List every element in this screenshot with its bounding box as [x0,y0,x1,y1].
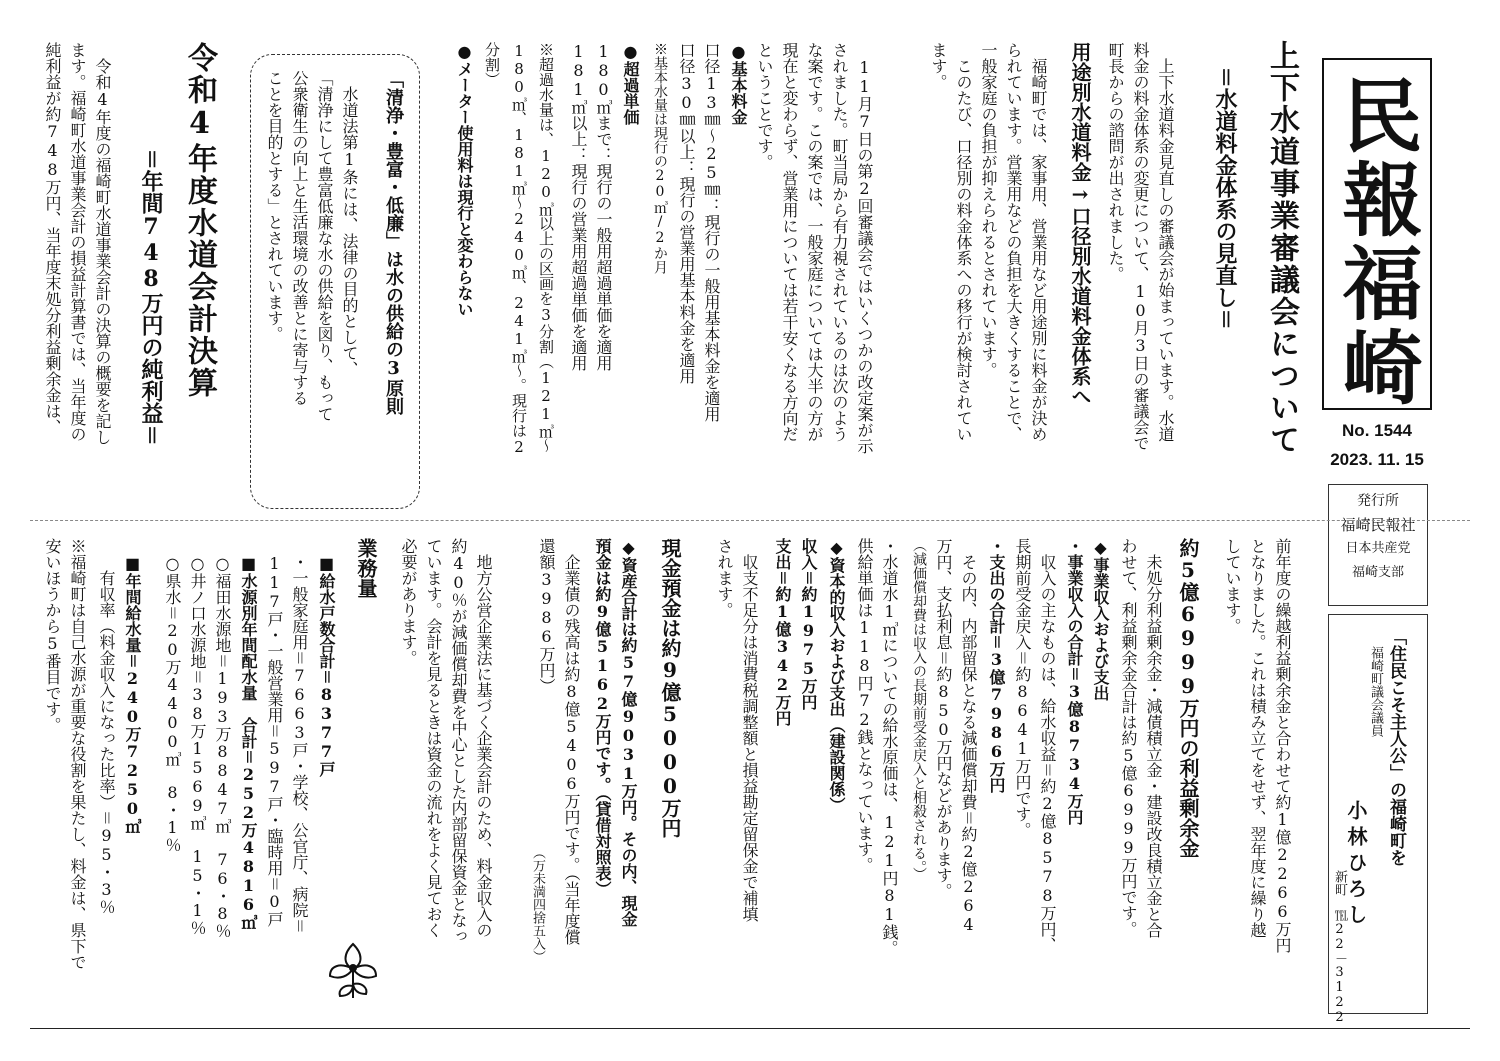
text-line: （減価償却費は収入の長期前受金戻入と相殺される。） [911,538,927,881]
text-line: ※福崎町は自己水源が重要な役割を果たし、料金は、県下で [68,538,87,970]
text-line: 収入の主なものは、給水収益＝約2億8578万円、 [1038,538,1057,953]
text-line: このたび、口径別の料金体系への移行が検討されてい [954,42,973,442]
text-line: 水道法第1条には、法律の目的として、 [340,70,359,377]
expense-text [906,538,981,934]
text-line: 口径13㎜～25㎜：現行の一般用基本料金を適用 [702,42,721,422]
text-line: 分割） [483,42,501,87]
text-line: ということです。 [755,42,774,170]
text-line: 還額3986万円） [537,538,556,694]
text-line: わせて、利益剰余金合計は約5億6999万円です。 [1119,538,1138,937]
text-line: その内、内部留保となる減価償却費＝約2億264 [959,538,978,934]
article1-heading2: 用途別水道料金→口径別水道料金体系へ [1068,42,1092,406]
text-line: されます。 [715,538,734,618]
section-divider [30,520,1470,521]
text-line: されました。町当局から有力視されているのは次のよう [830,42,849,442]
advert-role: 福崎町議会議員 [1368,646,1383,737]
issue-date: 2023. 11. 15 [1330,450,1424,469]
profit-text [1116,538,1166,938]
text-line: 福崎町では、家事用、営業用など用途別に料金が決め [1029,42,1048,442]
text-line: 純利益が約748万円、当年度末処分利益剰余金は、 [43,42,62,435]
issue-number: No. 1544 [1342,421,1412,440]
principles-text [262,70,362,422]
text-line: ます。 [929,42,948,90]
income-heading: ◆事業収入および支出 [1091,538,1110,701]
income-text [1010,538,1060,953]
text-line: 約40％が減価償却費を中心とした内部留保資金となっ [449,538,468,944]
unit-cost [852,538,902,956]
basic-fee-note: ※基本水量は現行の20㎥/2か月 [652,42,668,274]
households-heading: ■給水戸数合計＝8377戸 [317,554,336,777]
article2-subtitle: ＝年間748万円の純利益＝ [138,148,164,446]
households-list [262,554,312,934]
rounding-note: （万未満四捨五入） [530,846,545,963]
sources-heading: ■水源別年間配水量 合計＝252万4816㎥ [239,554,258,930]
article2-title: 令和4年度水道会計決算 [182,42,217,399]
advert-slogan: 「住民こそ主人公」の福崎町を [1386,628,1406,866]
profit-heading: 約5億6999万円の利益剰余金 [1176,538,1200,858]
text-line: な案です。この案では、一般家庭については大半の方が [805,42,824,442]
text-line: ○井ノ口水源地＝38万1569㎥ 15・1％ [188,554,207,936]
sources-list [160,554,235,939]
text-line: ・一般家庭用＝7663戸・学校、公官庁、病院＝ [290,554,309,934]
text-line: 公衆衛生の向上と生活環境の改善とに寄与する [290,70,309,406]
advert-address: 新町 ℡22－3122 [1332,870,1347,1025]
text-line: 上下水道料金見直しの審議会が始まっています。水道 [1156,42,1175,442]
text-line: 180㎥、181㎥～240㎥、241㎥～。現行は2 [510,42,528,456]
capital-out: 支出＝約1億342万円 [773,538,792,726]
article2-intro-b [1220,538,1295,953]
text-line: 収支不足分は消費税調整額と損益勘定留保金で補填 [740,538,759,922]
annual-heading: ■年間給水量＝240万7250㎥ [123,554,142,834]
text-line: 令和4年度の福崎町水道事業会計の決算の概要を記し [93,42,112,445]
cash-heading: 現金預金は約9億5000万円 [658,538,682,838]
text-line: 11月7日の第2回審議会ではいくつかの改定案が示 [855,42,874,454]
text-line: 一般家庭の負担が抑えられるとされています。 [979,42,998,378]
text-line: 安いほうから5番目です。 [43,538,62,733]
text-line: 181㎥以上：現行の営業用超過単価を適用 [569,42,588,371]
text-line: 長期前受金戻入＝約8641万円です。 [1013,538,1032,838]
text-line: 万円、支払利息＝約850万円などがあります。 [934,538,953,899]
publisher-line: 日本共産党 [1345,541,1411,556]
publisher-line: 福崎支部 [1351,565,1404,580]
publisher-line: 発行所 [1357,493,1399,509]
advert-name: 小林ひろし [1344,800,1368,930]
bottom-rule [30,1028,1470,1029]
final-note [40,538,90,970]
text-line: られています。営業用などの負担を大きくすることで、 [1004,42,1023,442]
text-line: 未処分利益剰余金・減債積立金・建設改良積立金と合 [1144,538,1163,938]
basic-fee-heading: ●基本料金 [729,42,748,125]
capital-heading: ◆資本的収入および支出（建設関係） [827,538,846,813]
income-total: ・事業収入の合計＝3億8734万円 [1065,538,1084,825]
collection-rate: 有収率（料金収入になった比率）＝95・3％ [97,554,116,915]
text-line: ○福田水源地＝193万8847㎥ 76・8％ [213,554,232,939]
article1-subtitle: ＝水道料金体系の見直し＝ [1212,66,1238,330]
text-line: しています。 [1223,538,1242,634]
article1-intro [1103,42,1178,512]
publisher-box [1328,484,1428,606]
text-line: 必要があります。 [399,538,418,666]
text-line: 前年度の繰越利益剰余金と合わせて約1億2266万円 [1273,538,1292,953]
flower-illustration [318,934,388,1004]
article2-intro-a [40,42,115,445]
text-line: ○県水＝20万4400㎥ 8・1％ [163,554,182,853]
text-line: 117戸・一般営業用＝597戸・臨時用＝0戸 [265,554,284,927]
text-line: 現在と変わらず、営業用については若干安くなる方向だ [780,42,799,442]
principles-title: 「清浄・豊富・低廉」は水の供給の3原則 [383,70,404,415]
deposit-heading: 預金は約9億5162万円です。（貸借対照表） [593,538,612,897]
article1-title: 上下水道事業審議会について [1264,40,1299,456]
fund-text [396,538,496,944]
expense-total: ・支出の合計＝3億7986万円 [987,538,1006,793]
meter-note: ●メーター使用料は現行と変わらない [455,42,474,317]
article1-p2 [926,42,1051,442]
capital-text [712,538,762,922]
text-line: 地方公営企業法に基づく企業会計のため、料金収入の [474,538,493,938]
text-line: 180㎥まで：現行の一般用超過単価を適用 [594,42,613,371]
text-line: 企業債の残高は約8億5406万円です。（当年度償 [562,538,581,945]
newspaper-title: 民報福崎 [1329,74,1423,410]
text-line: 「清浄にして豊富低廉な水の供給を図り、もって [315,70,334,422]
capital-in: 収入＝約1975万円 [799,538,818,710]
text-line: ※超過水量は、120㎥以上の区画を3分割（121㎥～ [537,42,555,453]
ops-heading: 業務量 [354,538,378,598]
excess-heading: ●超過単価 [621,42,640,125]
article1-p3 [752,42,877,454]
publisher-line: 福崎民報社 [1340,516,1416,534]
text-line: となりました。これは積み立てをせず、翌年度に繰り越 [1248,538,1267,938]
text-line: 料金の料金体系の変更について、10月3日の審議会で [1131,42,1150,451]
text-line: 町長からの諮問が出されました。 [1106,42,1125,282]
text-line: ・水道水1㎥についての給水原価は、121円81銭。 [880,538,899,956]
excess-list [566,42,616,371]
text-line: ています。会計を見るときは資金の流れをよく見ておく [424,538,443,938]
basic-fee-list [674,42,724,422]
excess-note [478,42,559,456]
asset-heading: ◆資産合計は約57億9031万円。その内、現金 [619,538,638,927]
text-line: 口径30㎜以上：現行の営業用基本料金を適用 [677,42,696,384]
text-line: ます。福崎町水道事業会計の損益計算書では、当年度の [68,42,87,442]
text-line: 供給単価は118円72銭となっています。 [855,538,874,873]
text-line: ことを目的とする」とされています。 [265,70,284,342]
